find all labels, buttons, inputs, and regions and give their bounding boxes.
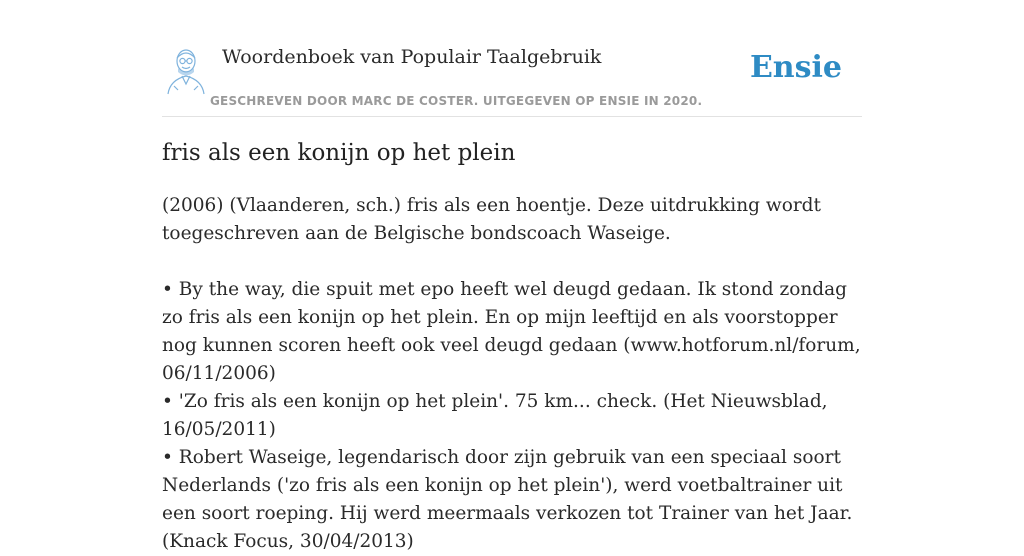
entry-title: fris als een konijn op het plein xyxy=(162,140,516,166)
entry-quote: • By the way, die spuit met epo heeft wel deugd gedaan. Ik stond zondag zo fris als een konijn op het plein. En op mijn leeftijd en als voorstopper nog kunnen scoren heeft ook veel deugd gedaan (www.hotforum.nl/forum, 06/11/2006) xyxy=(162,279,861,384)
entry-quote: • 'Zo fris als een konijn op het plein'. 75 km... check. (Het Nieuwsblad, 16/05/2011) xyxy=(162,391,828,440)
author-portrait-icon xyxy=(164,46,208,96)
entry-quote: • Robert Waseige, legendarisch door zijn gebruik van een speciaal soort Nederlands ('zo fris als een konijn op het plein'), werd voetbaltrainer uit een soort roeping. Hij werd meermaals verkozen tot Trainer van het Jaar.(Knack Focus, 30/04/2013) xyxy=(162,447,853,552)
site-header xyxy=(162,38,862,117)
ensie-logo-link[interactable]: Ensie xyxy=(749,50,842,85)
paragraph-spacer xyxy=(162,248,862,276)
entry-body xyxy=(162,192,862,556)
author-byline: GESCHREVEN DOOR MARC DE COSTER. UITGEGEVEN OP ENSIE IN 2020. xyxy=(210,94,703,108)
dictionary-title[interactable]: Woordenboek van Populair Taalgebruik xyxy=(222,46,602,68)
entry-definition: (2006) (Vlaanderen, sch.) fris als een hoentje. Deze uitdrukking wordt toegeschreven aan de Belgische bondscoach Waseige. xyxy=(162,195,821,244)
